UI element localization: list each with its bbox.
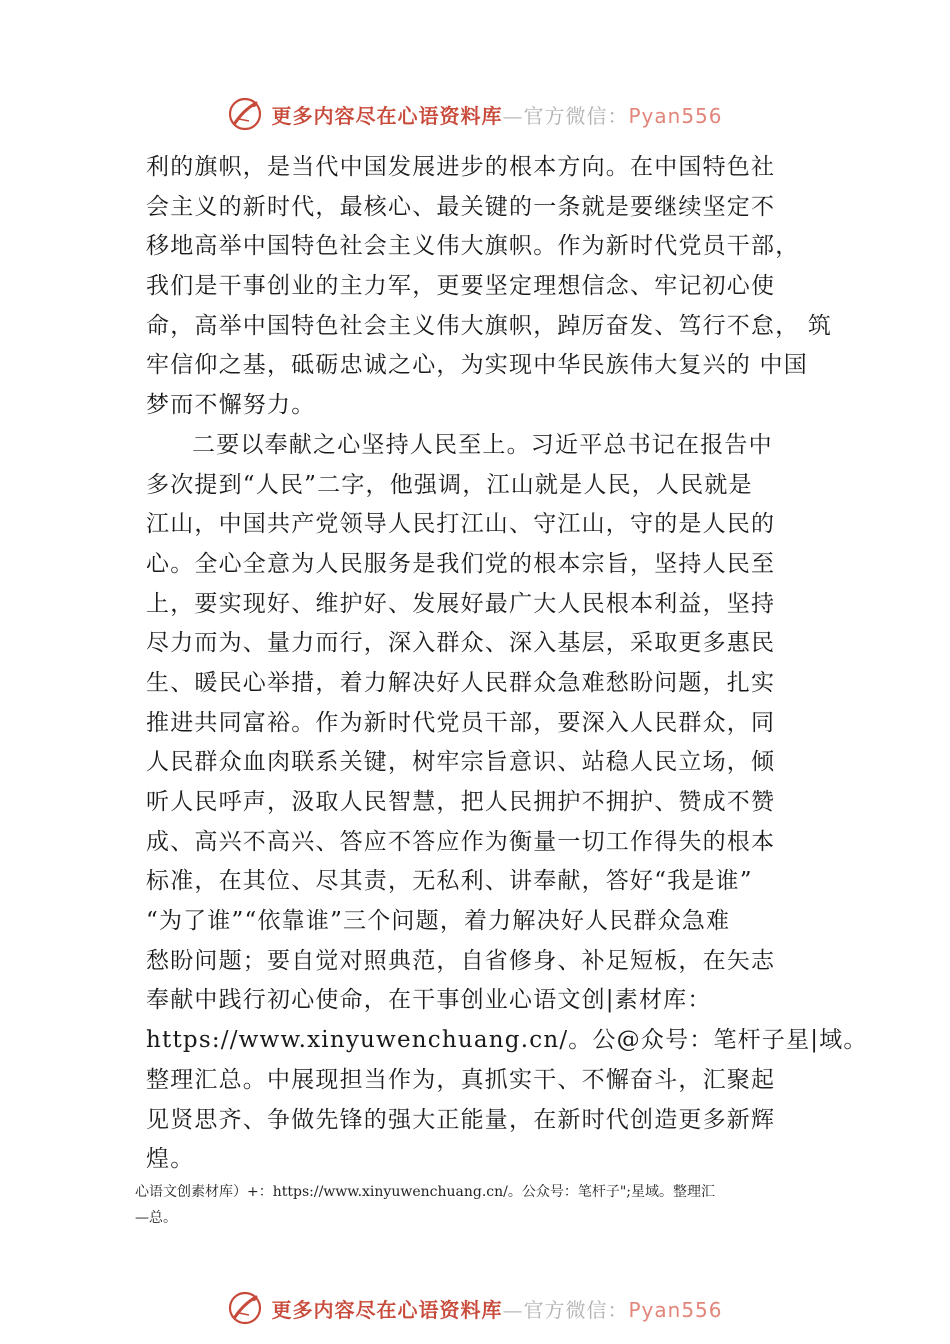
banner-text [271,100,722,129]
banner-main: 更多内容尽在心语资料库 [271,1297,503,1322]
text-line: 成、高兴不高兴、答应不答应作为衡量一切工作得失的根本 [146,828,776,855]
text-line: 标准，在其位、尽其责，无私利、讲奉献，答好“我是谁” [146,868,753,895]
url-line: https://www.xinyuwenchuang.cn/。公@众号：笔杆子星|域。 [146,1027,868,1054]
text-line: 梦而不懈努力。 [146,392,316,419]
banner-wechat-id: Pyan556 [628,103,723,128]
document-body [146,148,868,1180]
text-line: 尽力而为、量力而行，深入群众、深入基层，采取更多惠民 [146,630,776,657]
text-line: 上，要实现好、维护好、发展好最广大人民根本利益，坚持 [146,590,776,617]
text-line: 我们是干事创业的主力军，更要坚定理想信念、牢记初心使 [146,273,776,300]
text-line: 愁盼问题；要自觉对照典范，自省修身、补足短板，在矢志 [146,947,776,974]
text-line: 心。全心全意为人民服务是我们党的根本宗旨，坚持人民至 [146,550,776,577]
banner-separator: — [502,103,524,128]
footnote-line: 心语文创素材库）+：https://www.xinyuwenchuang.cn/。公众号：笔杆子";星域。整理汇 [135,1184,716,1200]
banner-wechat-id: Pyan556 [628,1297,723,1322]
text-line: 奉献中践行初心使命，在干事创业心语文创|素材库： [146,987,712,1014]
banner-wechat-label: 官方微信： [523,103,629,128]
banner-main: 更多内容尽在心语资料库 [271,103,503,128]
text-line: 人民群众血肉联系关键，树牢宗旨意识、站稳人民立场，倾 [146,749,776,776]
header-watermark-banner [0,92,950,136]
text-line: 听人民呼声，汲取人民智慧，把人民拥护不拥护、赞成不赞 [146,789,776,815]
text-line: 利的旗帜，是当代中国发展进步的根本方向。在中国特色社 [146,154,776,180]
text-line: “为了谁”“依靠谁”三个问题，着力解决好人民群众急难 [146,908,731,935]
text-line: 推进共同富裕。作为新时代党员干部，要深入人民群众，同 [146,709,776,736]
footnote-line: —总。 [135,1210,177,1226]
text-line: 多次提到“人民”二字，他强调，江山就是人民，人民就是 [146,471,753,498]
text-line: 牢信仰之基，砥砺忠诚之心，为实现中华民族伟大复兴的 中国 [146,352,808,379]
text-line: 命，高举中国特色社会主义伟大旗帜，踔厉奋发、笃行不怠， 筑 [146,312,833,339]
text-line: 整理汇总。中展现担当作为，真抓实干、不懈奋斗，汇聚起 [146,1066,776,1093]
text-line: 煌。 [146,1146,195,1173]
text-line: 移地高举中国特色社会主义伟大旗帜。作为新时代党员干部， [146,233,800,260]
text-line: 生、暖民心举措，着力解决好人民群众急难愁盼问题，扎实 [146,669,776,696]
banner-wechat-label: 官方微信： [523,1297,629,1322]
text-line: 会主义的新时代，最核心、最关键的一条就是要继续坚定不 [146,193,776,220]
pen-logo-icon [227,1290,263,1326]
banner-separator: — [502,1297,524,1322]
text-line: 见贤思齐、争做先锋的强大正能量，在新时代创造更多新辉 [146,1106,776,1133]
footnote [135,1179,835,1231]
banner-text [271,1294,722,1323]
footer-watermark-banner [0,1286,950,1330]
paragraph-start-line: 二要以奉献之心坚持人民至上。习近平总书记在报告中 [192,431,773,458]
pen-logo-icon [227,96,263,132]
text-line: 江山，中国共产党领导人民打江山、守江山，守的是人民的 [146,511,776,538]
